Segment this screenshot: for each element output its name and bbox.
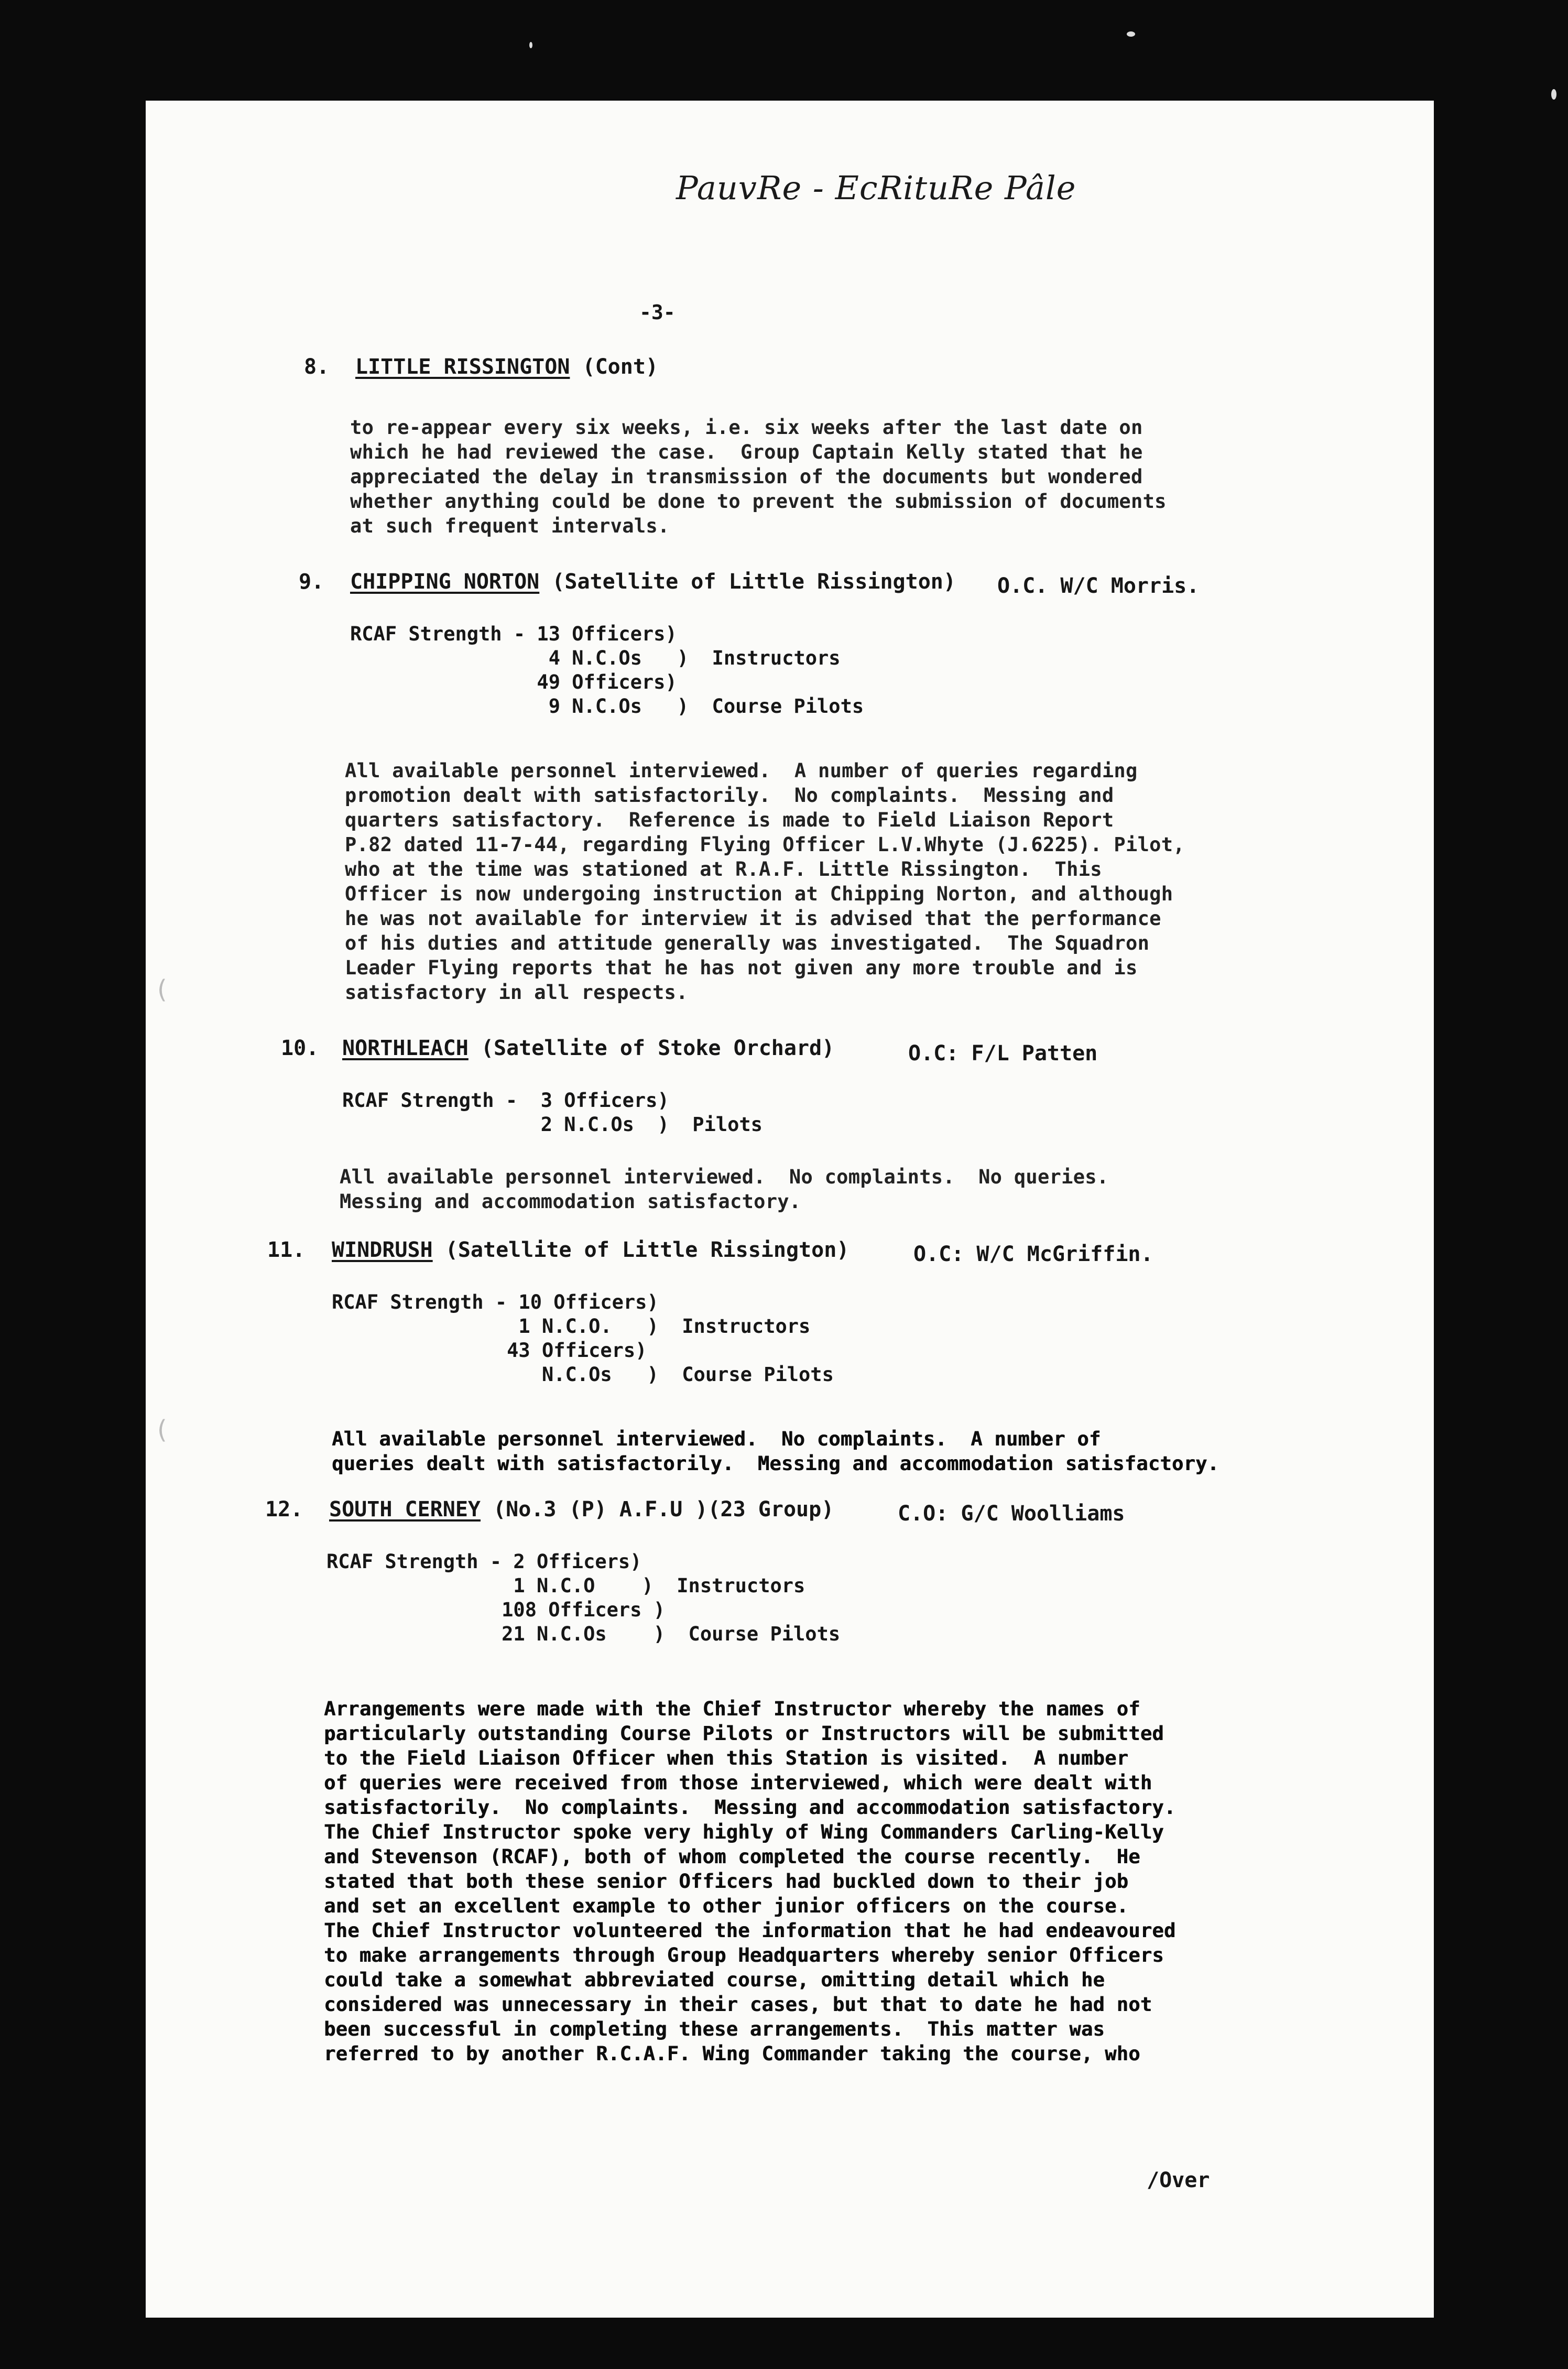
section-title: WINDRUSH — [332, 1238, 433, 1262]
section-number: 9. — [299, 570, 324, 594]
rcaf-strength: RCAF Strength - 13 Officers) 4 N.C.Os ) Instructors 49 Officers) 9 N.C.Os ) Course Pilots — [350, 623, 864, 718]
commanding-officer: O.C: W/C McGriffin. — [913, 1242, 1153, 1266]
handwritten-note: PauvRe - EcRituRe Pâle — [676, 169, 1076, 207]
section-suffix: (Satellite of Little Rissington) — [552, 570, 956, 594]
section-suffix: (No.3 (P) A.F.U )(23 Group) — [493, 1497, 834, 1522]
section-heading — [350, 570, 956, 594]
section-heading — [355, 355, 658, 379]
commanding-officer: C.O: G/C Woolliams — [898, 1502, 1125, 1526]
rcaf-strength: RCAF Strength - 2 Officers) 1 N.C.O ) Instructors 108 Officers ) 21 N.C.Os ) Course Pilots — [326, 1550, 841, 1645]
section-title: CHIPPING NORTON — [350, 570, 540, 594]
section-body: All available personnel interviewed. No complaints. A number of queries dealt with satisfactorily. Messing and accommodation satisfactory. — [332, 1428, 1219, 1475]
scan-speck — [1551, 89, 1556, 100]
section-title: LITTLE RISSINGTON — [355, 355, 570, 379]
continued-marker: /Over — [1147, 2168, 1210, 2192]
section-heading — [329, 1497, 834, 1522]
section-body: to re-appear every six weeks, i.e. six weeks after the last date on which he had reviewed the case. Group Captain Kelly stated that he appreciated the delay in transmission of the documents but wondered whether anything could be done to prevent the submission of documents at such frequent intervals. — [350, 416, 1167, 537]
section-number: 12. — [265, 1497, 303, 1522]
document-page — [146, 101, 1434, 2318]
section-suffix: (Cont) — [582, 355, 658, 379]
scan-speck — [1127, 31, 1135, 37]
section-suffix: (Satellite of Little Rissington) — [445, 1238, 850, 1262]
section-number: 10. — [281, 1036, 319, 1060]
section-suffix: (Satellite of Stoke Orchard) — [481, 1036, 835, 1060]
section-body: All available personnel interviewed. A number of queries regarding promotion dealt with satisfactorily. No complaints. Messing and quarters satisfactory. Reference is made to Field Liaison Report P.82 dated 11-7-44, regarding Flying Officer L.V.Whyte (J.6225). Pilot, who at the time was stationed at R.A.F. Little Rissington. This Officer is now undergoing instruction at Chipping Norton, and although he was not available for interview it is advised that the performance of his duties and attitude generally was investigated. The Squadron Leader Flying reports that he has not given any more trouble and is satisfactory in all respects. — [345, 759, 1185, 1004]
section-heading — [332, 1238, 849, 1262]
commanding-officer: O.C. W/C Morris. — [997, 574, 1200, 598]
margin-mark: ( — [157, 975, 167, 1004]
section-title: SOUTH CERNEY — [329, 1497, 481, 1522]
section-body: Arrangements were made with the Chief Instructor whereby the names of particularly outstanding Course Pilots or Instructors will be submitted to the Field Liaison Officer when this Station is visited. A number of queries were received from those interviewed, which were dealt with satisfactorily. No complaints. Messing and accommodation satisfactory. The Chief Instructor spoke very highly of Wing Commanders Carling-Kelly and Stevenson (RCAF), both of whom completed the course recently. He stated that both these senior Officers had buckled down to their job and set an excellent example to other junior officers on the course. The Chief Instructor volunteered the information that he had endeavoured to make arrangements through Group Headquarters whereby senior Officers could take a somewhat abbreviated course, omitting detail which he considered was unnecessary in their cases, but that to date he had not been successful in completing these arrangements. This matter was referred to by another R.C.A.F. Wing Commander taking the course, who — [324, 1698, 1176, 2065]
scan-speck — [529, 42, 532, 48]
commanding-officer: O.C: F/L Patten — [908, 1041, 1098, 1066]
page-number: -3- — [639, 301, 676, 324]
rcaf-strength: RCAF Strength - 3 Officers) 2 N.C.Os ) Pilots — [342, 1089, 763, 1136]
section-number: 8. — [304, 355, 330, 379]
rcaf-strength: RCAF Strength - 10 Officers) 1 N.C.O. ) Instructors 43 Officers) N.C.Os ) Course Pilots — [332, 1291, 834, 1386]
section-number: 11. — [267, 1238, 306, 1262]
section-heading — [342, 1036, 834, 1060]
margin-mark: ( — [157, 1415, 167, 1444]
section-title: NORTHLEACH — [342, 1036, 469, 1060]
section-body: All available personnel interviewed. No complaints. No queries. Messing and accommodation satisfactory. — [340, 1166, 1109, 1213]
